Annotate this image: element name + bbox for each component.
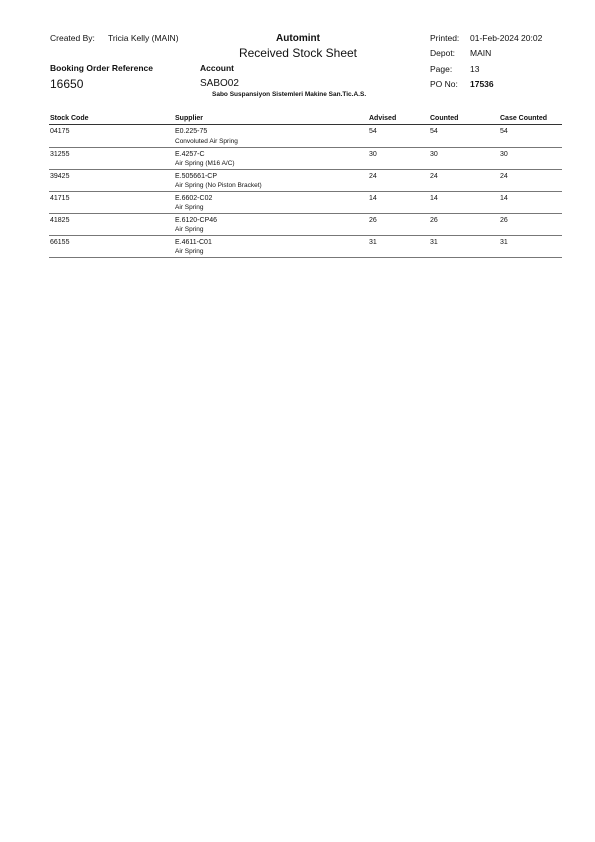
case-counted-cell: 30 — [500, 151, 508, 158]
supplier-code-cell: E.6602-C02 — [175, 195, 213, 202]
description-cell: Convoluted Air Spring — [175, 138, 238, 145]
stock-code-cell: 31255 — [50, 151, 70, 158]
account-label: Account — [200, 63, 234, 73]
supplier-code-cell: E.4611-C01 — [175, 239, 212, 246]
printed-label: Printed: — [430, 33, 460, 43]
row-divider — [49, 213, 562, 214]
booking-order-label: Booking Order Reference — [50, 63, 153, 73]
col-supplier: Supplier — [175, 115, 204, 122]
col-case-counted: Case Counted — [500, 115, 548, 122]
stock-code-cell: 66155 — [50, 239, 70, 246]
printed-value: 01-Feb-2024 20:02 — [470, 33, 543, 43]
counted-cell: 14 — [430, 195, 438, 202]
case-counted-cell: 24 — [500, 173, 508, 180]
case-counted-cell: 31 — [500, 239, 508, 246]
counted-cell: 54 — [430, 128, 438, 135]
description-cell: Air Spring (No Piston Bracket) — [175, 182, 262, 189]
counted-cell: 26 — [430, 217, 438, 224]
stock-code-cell: 04175 — [50, 128, 70, 135]
advised-cell: 30 — [369, 151, 377, 158]
account-value: SABO02 — [200, 78, 239, 89]
created-by-label: Created By: — [50, 33, 95, 43]
counted-cell: 30 — [430, 151, 438, 158]
company-name: Automint — [276, 33, 320, 44]
stock-code-cell: 41715 — [50, 195, 70, 202]
page-label: Page: — [430, 64, 453, 74]
description-cell: Air Spring (M16 A/C) — [175, 160, 235, 167]
stock-code-cell: 41825 — [50, 217, 70, 224]
supplier-code-cell: E.505661-CP — [175, 173, 218, 180]
row-divider — [49, 169, 562, 170]
case-counted-cell: 54 — [500, 128, 508, 135]
row-divider — [49, 235, 562, 236]
advised-cell: 54 — [369, 128, 377, 135]
counted-cell: 24 — [430, 173, 438, 180]
header-rule — [49, 124, 562, 125]
po-value: 17536 — [470, 79, 494, 89]
po-label: PO No: — [430, 79, 458, 89]
row-divider — [49, 191, 562, 192]
report-title: Received Stock Sheet — [238, 46, 358, 60]
booking-order-value: 16650 — [50, 77, 84, 91]
supplier-code-cell: E0.225-75 — [175, 128, 208, 135]
advised-cell: 14 — [369, 195, 377, 202]
advised-cell: 24 — [369, 173, 377, 180]
col-counted: Counted — [430, 115, 459, 122]
created-by-value: Tricia Kelly (MAIN) — [108, 33, 179, 43]
account-name: Sabo Suspansiyon Sistemleri Makine San.Tic.A.S. — [212, 91, 367, 98]
description-cell: Air Spring — [175, 204, 204, 211]
supplier-code-cell: E.6120-CP46 — [175, 217, 218, 224]
supplier-code-cell: E.4257-C — [175, 151, 205, 158]
case-counted-cell: 26 — [500, 217, 508, 224]
page-value: 13 — [470, 64, 480, 74]
row-divider — [49, 257, 562, 258]
advised-cell: 31 — [369, 239, 377, 246]
counted-cell: 31 — [430, 239, 438, 246]
description-cell: Air Spring — [175, 226, 204, 233]
advised-cell: 26 — [369, 217, 377, 224]
depot-label: Depot: — [430, 48, 456, 58]
description-cell: Air Spring — [175, 248, 204, 255]
case-counted-cell: 14 — [500, 195, 508, 202]
col-stock-code: Stock Code — [50, 115, 89, 122]
depot-value: MAIN — [470, 48, 492, 58]
stock-code-cell: 39425 — [50, 173, 70, 180]
col-advised: Advised — [369, 115, 397, 122]
row-divider — [49, 147, 562, 148]
